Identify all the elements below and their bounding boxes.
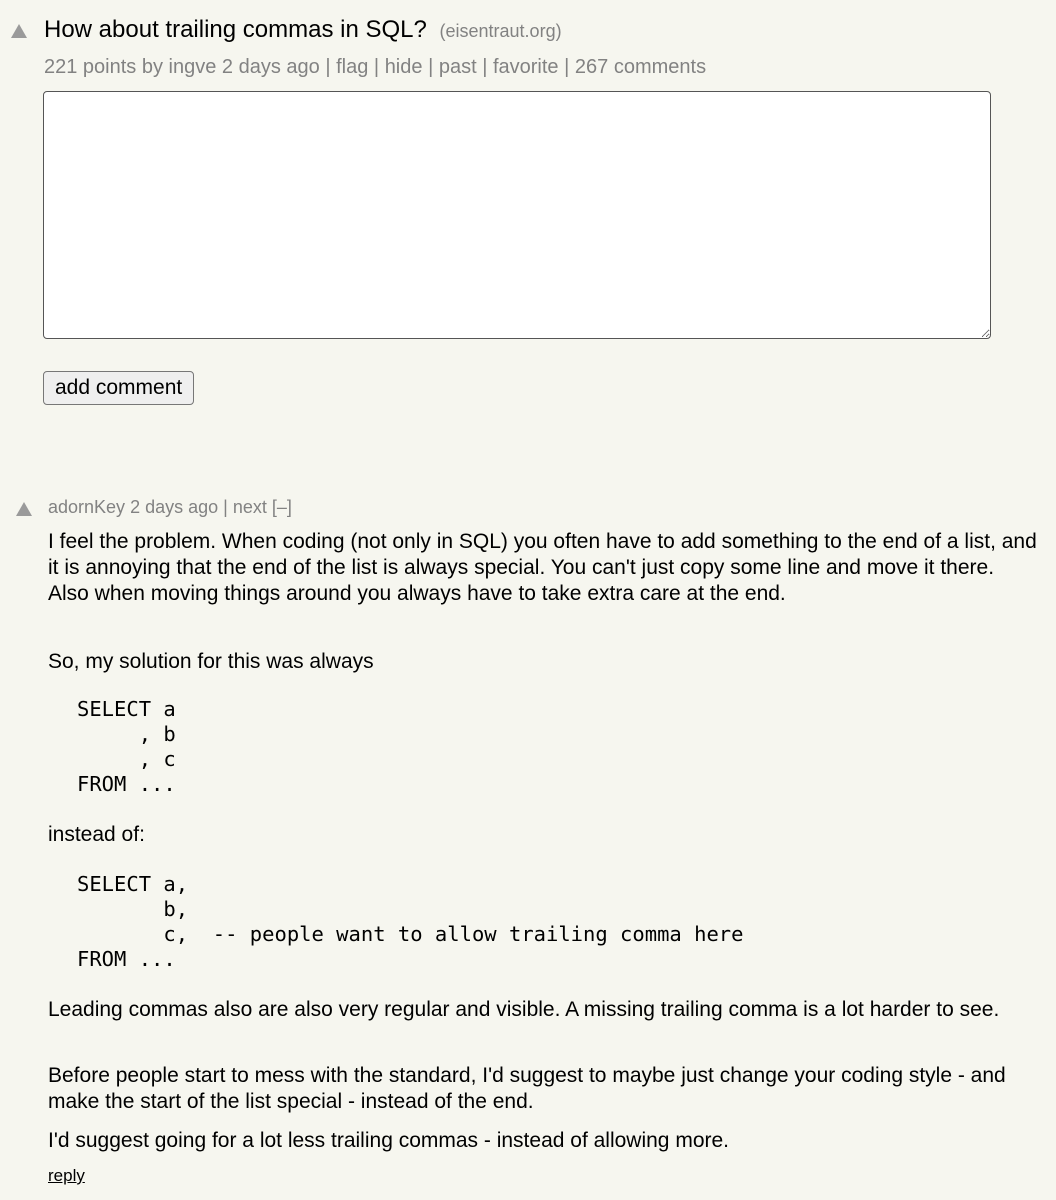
collapse-toggle[interactable]: [–] — [271, 497, 292, 517]
code-block: SELECT a, b, c, -- people want to allow trailing comma here FROM ... — [77, 872, 744, 971]
separator: | — [428, 56, 434, 78]
hide-link[interactable]: hide — [384, 56, 423, 78]
story-user-link[interactable]: ingve — [168, 56, 217, 78]
story-row — [0, 14, 1056, 48]
story-subtext — [44, 56, 706, 79]
comments-link[interactable]: 267 comments — [574, 56, 707, 78]
separator: | — [482, 56, 488, 78]
reply-link[interactable]: reply — [48, 1166, 85, 1185]
upvote-icon[interactable] — [11, 24, 27, 38]
story-age-link[interactable]: 2 days ago — [221, 56, 320, 78]
story-points: 221 points — [44, 56, 137, 78]
comment-paragraph: I feel the problem. When coding (not only in SQL) you often have to add something to the end of a list, and it is annoying that the end of the list is always special. You can't just copy some line and move it there. Also when moving things around you always have to take extra care at the end. — [48, 530, 1037, 605]
comment-paragraph: I'd suggest going for a lot less trailing commas - instead of allowing more. — [48, 1129, 730, 1152]
flag-link[interactable]: flag — [336, 56, 369, 78]
favorite-link[interactable]: favorite — [492, 56, 559, 78]
story-site-link[interactable]: (eisentraut.org) — [439, 21, 562, 41]
comment-user-link[interactable]: adornKey — [48, 497, 126, 517]
next-link[interactable]: next — [232, 497, 267, 517]
comment-paragraph: Leading commas also are also very regular and visible. A missing trailing comma is a lot harder to see. — [48, 998, 1000, 1021]
separator: | — [564, 56, 570, 78]
comment-age-link[interactable]: 2 days ago — [130, 497, 219, 517]
story-title-link[interactable]: How about trailing commas in SQL? — [44, 16, 427, 43]
story-title-line — [44, 16, 562, 44]
separator: | — [373, 56, 380, 78]
comment-paragraph: So, my solution for this was always — [48, 650, 374, 673]
separator: | — [223, 497, 228, 517]
code-block: SELECT a , b , c FROM ... — [77, 697, 176, 796]
comment-paragraph: Before people start to mess with the standard, I'd suggest to maybe just change your coding style - and make the start of the list special - instead of the end. — [48, 1064, 1006, 1113]
story-by-label: by — [141, 56, 163, 78]
comment-header — [48, 497, 292, 518]
comment-textarea[interactable] — [43, 91, 991, 339]
comment-paragraph: instead of: — [48, 823, 145, 846]
past-link[interactable]: past — [438, 56, 477, 78]
separator: | — [325, 56, 331, 78]
comment-upvote-icon[interactable] — [16, 502, 32, 516]
add-comment-button[interactable]: add comment — [43, 371, 194, 405]
